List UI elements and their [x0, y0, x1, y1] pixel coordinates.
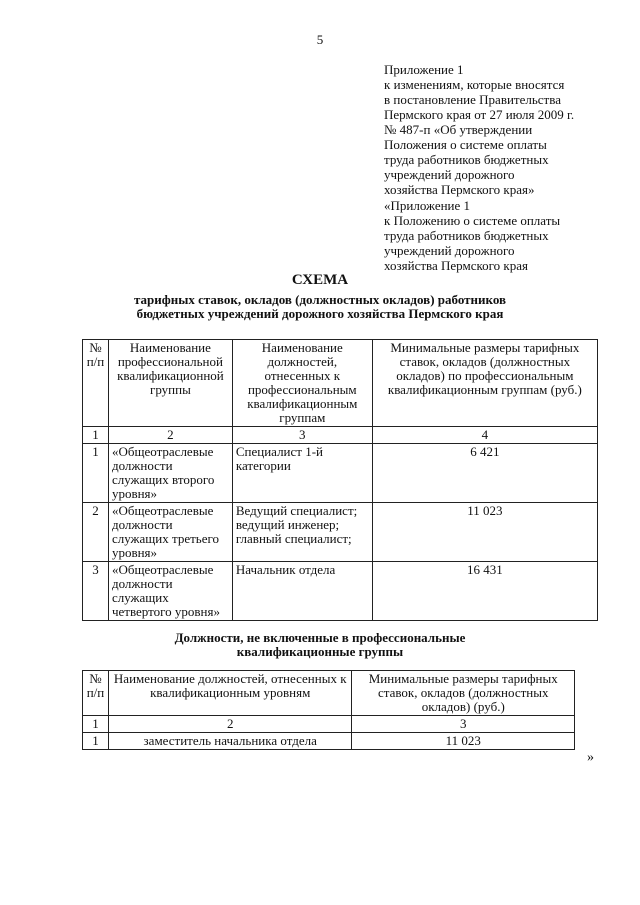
appendix-header-line: в постановление Правительства — [384, 92, 561, 107]
appendix-header-line: Приложение 1 — [384, 62, 464, 77]
min-salary: 16 431 — [372, 562, 597, 621]
group-name: «Общеотраслевые должности служащих третьего уровня» — [108, 503, 232, 562]
group-name: «Общеотраслевые должности служащих второго уровня» — [108, 444, 232, 503]
column-number: 2 — [108, 716, 352, 733]
header-number: № п/п — [83, 671, 109, 716]
schema-subtitle-line-2: бюджетных учреждений дорожного хозяйства Пермского края — [136, 306, 504, 321]
row-number: 1 — [83, 733, 109, 750]
appendix-inner-line: «Приложение 1 — [384, 198, 471, 213]
schema-title: СХЕМА — [291, 272, 349, 288]
table-row — [83, 562, 598, 621]
header-group-name: Наименование профессиональной квалификационной группы — [108, 340, 232, 427]
min-salary: 11 023 — [372, 503, 597, 562]
min-salary: 6 421 — [372, 444, 597, 503]
table-header-row — [83, 340, 598, 427]
position-names: Ведущий специалист; ведущий инженер; главный специалист; — [232, 503, 372, 562]
appendix-inner-line: учреждений дорожного — [384, 243, 515, 258]
appendix-inner-line: к Положению о системе оплаты — [384, 213, 561, 228]
column-number: 3 — [232, 427, 372, 444]
min-salary: 11 023 — [352, 733, 575, 750]
row-number: 3 — [83, 562, 109, 621]
column-number: 1 — [83, 427, 109, 444]
row-number: 2 — [83, 503, 109, 562]
column-number: 4 — [372, 427, 597, 444]
table-row — [83, 444, 598, 503]
column-number: 3 — [352, 716, 575, 733]
other-positions-table — [82, 670, 575, 750]
appendix-inner-line: труда работников бюджетных — [384, 228, 549, 243]
group-name: «Общеотраслевые должности служащих четвертого уровня» — [108, 562, 232, 621]
appendix-header-line: учреждений дорожного — [384, 167, 515, 182]
appendix-header — [384, 62, 614, 197]
page-number: 5 — [316, 32, 324, 47]
header-position-names: Наименование должностей, отнесенных к квалификационным уровням — [108, 671, 352, 716]
appendix-header-line: № 487-п «Об утверждении — [384, 122, 533, 137]
appendix-header-line: Пермского края от 27 июля 2009 г. — [384, 107, 575, 122]
section2-title — [0, 631, 640, 659]
schema-subtitle — [0, 293, 640, 321]
section2-title-line-1: Должности, не включенные в профессиональные — [174, 630, 466, 645]
table-header-row — [83, 671, 575, 716]
table-column-numbers-row — [83, 716, 575, 733]
closing-quote-mark: » — [587, 750, 594, 765]
salary-schema-table — [82, 339, 598, 621]
header-min-salary: Минимальные размеры тарифных ставок, окладов (должностных окладов) по профессиональным квалификационным группам (руб.) — [372, 340, 597, 427]
table-row — [83, 503, 598, 562]
schema-subtitle-line-1: тарифных ставок, окладов (должностных окладов) работников — [133, 292, 507, 307]
position-names: Начальник отдела — [232, 562, 372, 621]
header-position-names: Наименование должностей, отнесенных к профессиональным квалификационным группам — [232, 340, 372, 427]
appendix-header-line: труда работников бюджетных — [384, 152, 549, 167]
column-number: 2 — [108, 427, 232, 444]
table-row — [83, 733, 575, 750]
header-min-salary: Минимальные размеры тарифных ставок, окладов (должностных окладов) (руб.) — [352, 671, 575, 716]
appendix-header-line: Положения о системе оплаты — [384, 137, 547, 152]
section2-title-line-2: квалификационные группы — [236, 644, 404, 659]
table-column-numbers-row — [83, 427, 598, 444]
appendix-inner-line: хозяйства Пермского края — [384, 258, 528, 273]
column-number: 1 — [83, 716, 109, 733]
appendix-inner — [384, 198, 614, 273]
position-name: заместитель начальника отдела — [108, 733, 352, 750]
header-number: № п/п — [83, 340, 109, 427]
appendix-header-line: хозяйства Пермского края» — [384, 182, 535, 197]
appendix-header-line: к изменениям, которые вносятся — [384, 77, 565, 92]
position-names: Специалист 1-й категории — [232, 444, 372, 503]
row-number: 1 — [83, 444, 109, 503]
